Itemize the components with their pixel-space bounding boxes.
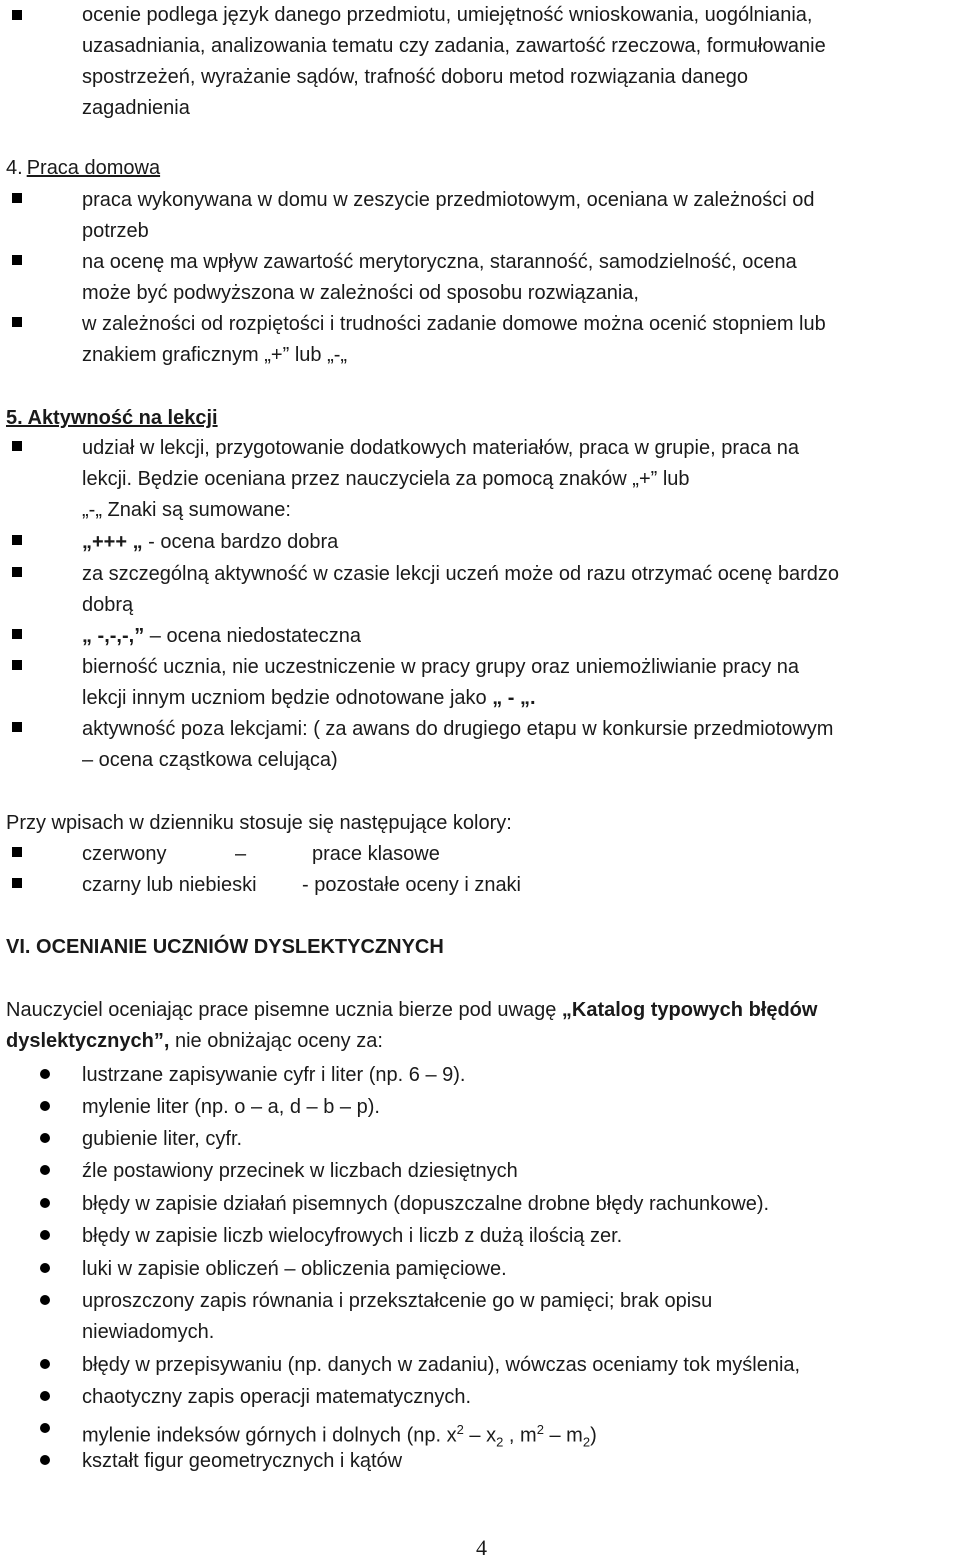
line-text: – x [463,1424,497,1447]
round-bullet-icon [40,1423,50,1433]
color-name: czerwony [82,843,167,865]
round-bullet-icon [40,1295,50,1305]
round-bullet-icon [40,1101,50,1111]
line-text: mylenie indeksów górnych i dolnych (np. x [82,1424,457,1447]
round-bullet-icon [40,1165,50,1175]
line: w zależności od rozpiętości i trudności zadanie domowe można ocenić stopniem lub [82,313,826,335]
dyslexia-intro-line [6,1026,383,1057]
section-6-heading: VI. OCENIANIE UCZNIÓW DYSLEKTYCZNYCH [6,936,444,958]
square-bullet-icon [12,660,22,670]
line [82,683,536,714]
line: lustrzane zapisywanie cyfr i liter (np. 6 – 9). [82,1064,466,1086]
section-4-heading [6,153,160,184]
line-text: - ocena bardzo dobra [142,531,339,553]
subscript: 2 [582,1434,591,1450]
line: bierność ucznia, nie uczestniczenie w pracy grupy oraz uniemożliwianie pracy na [82,656,800,678]
line: aktywność poza lekcjami: ( za awans do drugiego etapu w konkursie przedmiotowym [82,718,834,740]
square-bullet-icon [12,535,22,545]
line: potrzeb [82,220,149,242]
square-bullet-icon [12,255,22,265]
line [82,527,338,558]
line: zagadnienia [82,97,190,119]
line: praca wykonywana w domu w zeszycie przedmiotowym, oceniana w zależności od [82,189,815,211]
line: kształt figur geometrycznych i kątów [82,1450,403,1472]
color-usage: - pozostałe oceny i znaki [302,874,522,896]
line-text: – m [543,1424,583,1447]
line [82,621,361,652]
subscript: 2 [496,1434,504,1450]
section-number: 4. [6,157,23,179]
round-bullet-icon [40,1359,50,1369]
round-bullet-icon [40,1455,50,1465]
line: spostrzeżeń, wyrażanie sądów, trafność doboru metod rozwiązania danego [82,66,748,88]
line: uproszczony zapis równania i przekształcenie go w pamięci; brak opisu [82,1290,713,1312]
line: znakiem graficznym „+” lub „-„ [82,344,348,366]
square-bullet-icon [12,722,22,732]
line: dobrą [82,594,134,616]
round-bullet-icon [40,1263,50,1273]
line: luki w zapisie obliczeń – obliczenia pamięciowe. [82,1258,507,1280]
bold-mark: „ - „. [492,687,536,709]
line-text: – ocena niedostateczna [144,625,362,647]
line: – ocena cząstkowa celująca) [82,749,338,771]
square-bullet-icon [12,847,22,857]
superscript: 2 [456,1422,464,1437]
line: udział w lekcji, przygotowanie dodatkowych materiałów, praca w grupie, praca na [82,437,800,459]
line: lekcji. Będzie oceniana przez nauczyciela za pomocą znaków „+” lub [82,468,690,490]
square-bullet-icon [12,317,22,327]
bold-mark: „ -,-,-,” [82,625,145,647]
square-bullet-icon [12,441,22,451]
colors-intro: Przy wpisach w dzienniku stosuje się następujące kolory: [6,812,512,834]
line-text: , m [503,1424,537,1447]
square-bullet-icon [12,567,22,577]
line: uzasadniania, analizowania tematu czy zadania, zawartość rzeczowa, formułowanie [82,35,826,57]
square-bullet-icon [12,10,22,20]
line: źle postawiony przecinek w liczbach dziesiętnych [82,1160,518,1182]
line: ocenie podlega język danego przedmiotu, umiejętność wnioskowania, uogólniania, [82,4,813,26]
catalog-title: „Katalog typowych błędów [561,999,818,1021]
round-bullet-icon [40,1133,50,1143]
catalog-title: dyslektycznych”, [6,1030,170,1052]
color-name: czarny lub niebieski [82,874,257,896]
line: błędy w zapisie działań pisemnych (dopuszczalne drobne błędy rachunkowe). [82,1193,770,1215]
round-bullet-icon [40,1230,50,1240]
line-text: lekcji innym uczniom będzie odnotowane jako [82,687,493,709]
line: błędy w zapisie liczb wielocyfrowych i liczb z dużą ilością zer. [82,1225,623,1247]
round-bullet-icon [40,1069,50,1079]
line: mylenie liter (np. o – a, d – b – p). [82,1096,380,1118]
line: może być podwyższona w zależności od sposobu rozwiązania, [82,282,639,304]
superscript: 2 [536,1422,544,1437]
section-title: Praca domowa [26,157,161,179]
line: za szczególną aktywność w czasie lekcji uczeń może od razu otrzymać ocenę bardzo [82,563,840,585]
line: chaotyczny zapis operacji matematycznych. [82,1386,472,1408]
color-usage: prace klasowe [312,843,440,865]
square-bullet-icon [12,629,22,639]
bold-mark: „+++ „ [82,531,143,553]
line-text: ) [590,1424,597,1447]
line: „-„ Znaki są sumowane: [82,499,291,521]
section-5-heading: 5. Aktywność na lekcji [6,407,218,429]
line: gubienie liter, cyfr. [82,1128,243,1150]
round-bullet-icon [40,1391,50,1401]
dyslexia-intro-line [6,995,817,1026]
line-text: nie obniżając oceny za: [169,1030,383,1052]
line: błędy w przepisywaniu (np. danych w zadaniu), wówczas oceniamy tok myślenia, [82,1354,801,1376]
round-bullet-icon [40,1198,50,1208]
line: niewiadomych. [82,1321,215,1343]
dash: – [235,843,247,865]
square-bullet-icon [12,878,22,888]
line: na ocenę ma wpływ zawartość merytoryczna, staranność, samodzielność, ocena [82,251,797,273]
line-text: Nauczyciel oceniając prace pisemne ucznia bierze pod uwagę [6,999,562,1021]
square-bullet-icon [12,193,22,203]
page-number: 4 [476,1535,487,1560]
